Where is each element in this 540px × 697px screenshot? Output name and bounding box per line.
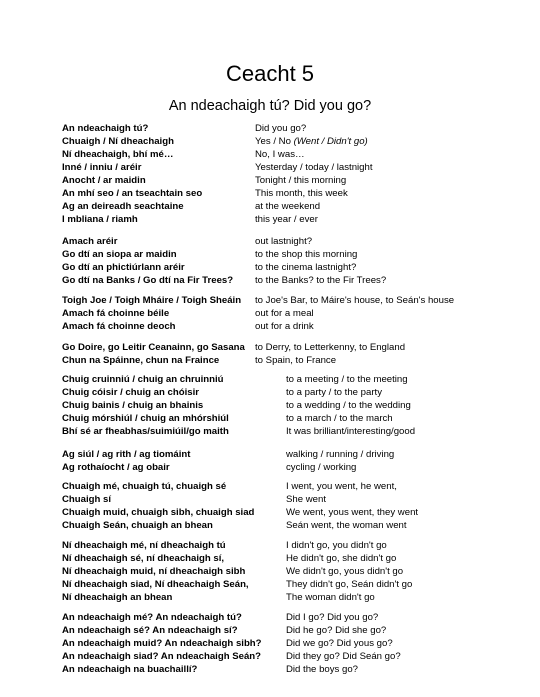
english-translation (255, 213, 318, 226)
vocab-row (62, 412, 532, 425)
english-text: We didn't go, yous didn't go (286, 566, 404, 577)
english-text: This month, this week (255, 188, 348, 199)
irish-phrase: Amach fá choinne béile (62, 308, 170, 319)
english-translation (286, 611, 378, 624)
irish-phrase: Chuig mórshiúl / chuig an mhórshiúl (62, 413, 229, 424)
irish-phrase: An ndeachaigh na buachaillí? (62, 664, 198, 675)
vocab-row (62, 274, 532, 287)
irish-phrase: Ní dheachaigh muid, ní dheachaigh sibh (62, 566, 246, 577)
english-text: Did you go? (255, 123, 307, 134)
page-subtitle: An ndeachaigh tú? Did you go? (168, 98, 372, 114)
vocab-row (62, 506, 532, 519)
english-translation (255, 187, 348, 200)
vocab-row (62, 135, 532, 148)
english-text: Did they go? Did Seán go? (286, 651, 401, 662)
vocab-row (62, 624, 532, 637)
vocab-row (62, 650, 532, 663)
english-text: out lastnight? (255, 236, 313, 247)
english-text: We went, yous went, they went (286, 507, 419, 518)
vocab-row (62, 637, 532, 650)
english-translation (255, 174, 346, 187)
irish-phrase: Ag an deireadh seachtaine (62, 201, 184, 212)
vocab-row (62, 122, 532, 135)
english-translation (286, 461, 356, 474)
irish-phrase: Chuig cruinniú / chuig an chruinniú (62, 374, 224, 385)
irish-phrase: Chuaigh Seán, chuaigh an bhean (62, 520, 213, 531)
vocab-row (62, 320, 532, 333)
english-text: Seán went, the woman went (286, 520, 407, 531)
english-text: to Spain, to France (255, 355, 337, 366)
irish-phrase: Chuaigh muid, chuaigh sibh, chuaigh siad (62, 507, 255, 518)
english-text: to the cinema lastnight? (255, 262, 357, 273)
english-note: (Went / Didn't go) (293, 136, 368, 147)
english-text: Did the boys go? (286, 664, 358, 675)
english-translation (255, 200, 320, 213)
english-translation (286, 539, 387, 552)
vocab-row (62, 493, 532, 506)
vocab-group (62, 480, 532, 532)
english-text: at the weekend (255, 201, 321, 212)
vocab-row (62, 354, 532, 367)
english-translation (286, 578, 412, 591)
vocab-row (62, 425, 532, 438)
vocab-row (62, 307, 532, 320)
english-translation (286, 506, 418, 519)
english-translation (255, 261, 356, 274)
english-text: out for a meal (255, 308, 314, 319)
english-text: I went, you went, he went, (286, 481, 397, 492)
english-text: to a wedding / to the wedding (286, 400, 411, 411)
english-translation (286, 565, 403, 578)
english-text: Yes / No (255, 136, 294, 147)
irish-phrase: Toigh Joe / Toigh Mháire / Toigh Sheáin (62, 295, 242, 306)
english-text: to a party / to the party (286, 387, 382, 398)
vocab-row (62, 480, 532, 493)
irish-phrase: Ní dheachaigh mé, ní dheachaigh tú (62, 540, 226, 551)
english-translation (255, 274, 386, 287)
english-translation (255, 307, 314, 320)
irish-phrase: Go dtí an phictiúrlann aréir (62, 262, 185, 273)
vocab-group (62, 122, 532, 226)
irish-phrase: Go dtí na Banks / Go dtí na Fir Trees? (62, 275, 234, 286)
english-translation (286, 663, 358, 676)
english-text: this year / ever (255, 214, 318, 225)
irish-phrase: Chuaigh / Ní dheachaigh (62, 136, 174, 147)
english-text: He didn't go, she didn't go (286, 553, 397, 564)
vocab-row (62, 578, 532, 591)
irish-phrase: Bhí sé ar fheabhas/suimiúil/go maith (62, 426, 229, 437)
english-text: Did we go? Did yous go? (286, 638, 393, 649)
irish-phrase: I mbliana / riamh (62, 214, 138, 225)
english-text: I didn't go, you didn't go (286, 540, 387, 551)
irish-phrase: Chuig cóisir / chuig an chóisir (62, 387, 199, 398)
page-title: Ceacht 5 (225, 61, 315, 86)
english-text: No, I was… (255, 149, 305, 160)
irish-phrase: Ag rothaíocht / ag obair (62, 462, 170, 473)
english-translation (255, 148, 305, 161)
vocab-group (62, 448, 532, 474)
vocab-row (62, 448, 532, 461)
vocab-row (62, 341, 532, 354)
english-translation (255, 161, 373, 174)
english-text: Did he go? Did she go? (286, 625, 387, 636)
vocab-row (62, 539, 532, 552)
vocab-row (62, 461, 532, 474)
irish-phrase: Ní dheachaigh, bhí mé… (62, 149, 174, 160)
english-text: cycling / working (286, 462, 357, 473)
vocab-row (62, 248, 532, 261)
english-translation (255, 248, 357, 261)
english-text: to the Banks? to the Fir Trees? (255, 275, 387, 286)
english-text: Yesterday / today / lastnight (255, 162, 373, 173)
english-text: Did I go? Did you go? (286, 612, 379, 623)
vocab-group (62, 611, 532, 676)
english-translation (255, 354, 336, 367)
vocab-row (62, 611, 532, 624)
vocab-row (62, 591, 532, 604)
english-translation (286, 591, 375, 604)
irish-phrase: An ndeachaigh muid? An ndeachaigh sibh? (62, 638, 262, 649)
vocab-group (62, 539, 532, 604)
english-translation (286, 480, 397, 493)
english-translation (255, 320, 314, 333)
irish-phrase: Amach aréir (62, 236, 118, 247)
vocab-row (62, 235, 532, 248)
vocab-group (62, 373, 532, 438)
english-translation (286, 425, 415, 438)
irish-phrase: Chuaigh mé, chuaigh tú, chuaigh sé (62, 481, 227, 492)
english-translation (286, 552, 396, 565)
english-translation (286, 373, 408, 386)
irish-phrase: Anocht / ar maidin (62, 175, 146, 186)
vocab-row (62, 294, 532, 307)
english-translation (255, 235, 312, 248)
english-text: walking / running / driving (286, 449, 395, 460)
irish-phrase: Ag siúl / ag rith / ag tiomáint (62, 449, 191, 460)
english-translation (286, 650, 401, 663)
vocab-row (62, 200, 532, 213)
english-translation (255, 294, 454, 307)
english-translation (286, 386, 382, 399)
vocab-group (62, 235, 532, 287)
vocab-row (62, 519, 532, 532)
vocab-row (62, 373, 532, 386)
english-text: Tonight / this morning (255, 175, 347, 186)
english-text: It was brilliant/interesting/good (286, 426, 416, 437)
english-text: She went (286, 494, 327, 505)
vocab-group (62, 294, 532, 333)
irish-phrase: An ndeachaigh tú? (62, 123, 149, 134)
english-translation (255, 341, 405, 354)
vocab-row (62, 213, 532, 226)
english-translation (286, 399, 411, 412)
irish-phrase: Ní dheachaigh siad, Ní dheachaigh Seán, (62, 579, 249, 590)
vocab-row (62, 161, 532, 174)
vocab-row (62, 552, 532, 565)
irish-phrase: Inné / inniu / aréir (62, 162, 142, 173)
english-text: to a march / to the march (286, 413, 393, 424)
english-text: to Joe's Bar, to Máire's house, to Seán's house (255, 295, 455, 306)
english-text: to the shop this morning (255, 249, 358, 260)
english-text: to Derry, to Letterkenny, to England (255, 342, 406, 353)
irish-phrase: Ní dheachaigh sé, ní dheachaigh sí, (62, 553, 225, 564)
irish-phrase: Amach fá choinne deoch (62, 321, 176, 332)
irish-phrase: Chuaigh sí (62, 494, 112, 505)
vocab-row (62, 399, 532, 412)
english-translation (286, 493, 326, 506)
vocab-row (62, 261, 532, 274)
irish-phrase: An mhí seo / an tseachtain seo (62, 188, 203, 199)
english-translation (286, 448, 394, 461)
english-translation (255, 122, 306, 135)
irish-phrase: Chuig bainis / chuig an bhainis (62, 400, 204, 411)
irish-phrase: Ní dheachaigh an bhean (62, 592, 173, 603)
english-text: They didn't go, Seán didn't go (286, 579, 413, 590)
irish-phrase: Go Doire, go Leitir Ceanainn, go Sasana (62, 342, 245, 353)
vocab-row (62, 565, 532, 578)
english-translation (286, 624, 386, 637)
english-text: to a meeting / to the meeting (286, 374, 408, 385)
english-translation (255, 135, 368, 148)
vocab-row (62, 148, 532, 161)
vocab-row (62, 187, 532, 200)
vocab-group (62, 341, 532, 367)
english-translation (286, 637, 393, 650)
vocab-row (62, 174, 532, 187)
irish-phrase: Go dtí an siopa ar maidin (62, 249, 177, 260)
vocab-row (62, 663, 532, 676)
irish-phrase: An ndeachaigh sé? An ndeachaigh sí? (62, 625, 238, 636)
english-text: out for a drink (255, 321, 314, 332)
english-translation (286, 412, 393, 425)
irish-phrase: An ndeachaigh mé? An ndeachaigh tú? (62, 612, 242, 623)
english-translation (286, 519, 407, 532)
vocab-row (62, 386, 532, 399)
english-text: The woman didn't go (286, 592, 375, 603)
irish-phrase: Chun na Spáinne, chun na Fraince (62, 355, 220, 366)
irish-phrase: An ndeachaigh siad? An ndeachaigh Seán? (62, 651, 262, 662)
